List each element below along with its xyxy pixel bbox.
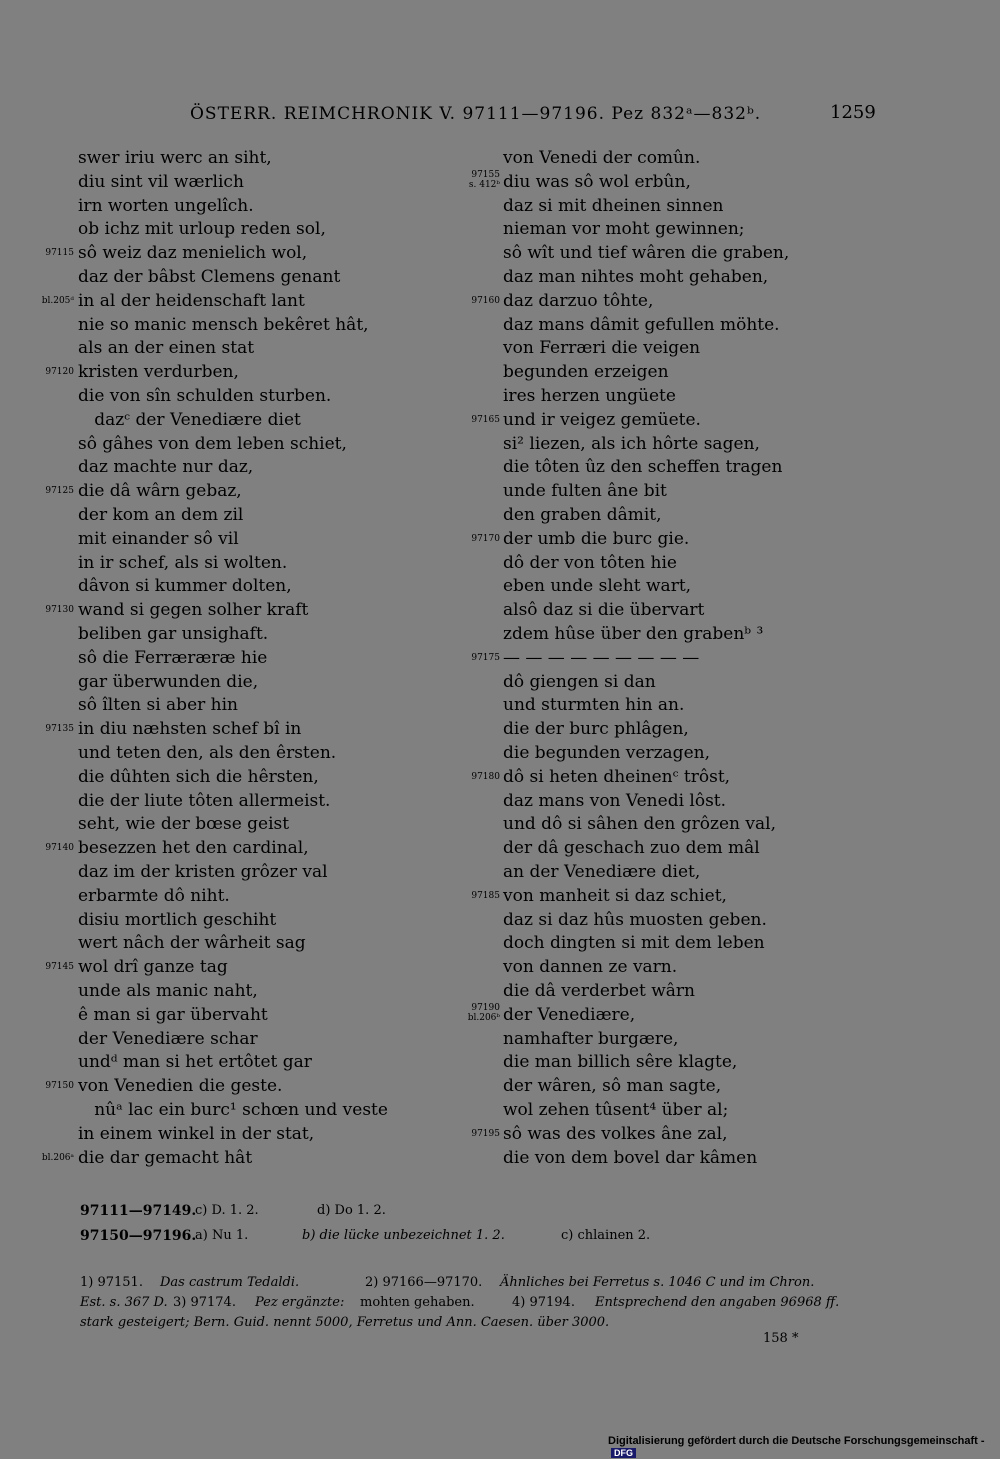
verse-text: zdem hûse über den grabenᵇ ³ [503,624,764,644]
verse-text: sô die Ferræræræ hie [78,647,268,668]
verse-text: doch dingten si mit dem leben [503,933,765,954]
verse-text: der kom an dem zil [78,505,244,525]
verse-line [0,241,440,265]
apparatus-range: 97111—97149. [80,1203,197,1219]
verse-text: die dar gemacht hât [78,1147,253,1168]
line-number [469,170,500,190]
verse-text: und dô si sâhen den grôzen val, [503,814,776,835]
verse-line [440,717,900,741]
footnote-ref: 1) 97151. [80,1275,143,1290]
line-number [471,653,500,663]
verse-text: dâvon si kummer dolten, [78,576,292,597]
verse-line [0,432,440,456]
verse-line [0,955,440,979]
footer-credit [608,1435,1000,1459]
verse-text: alsô daz si die übervart [503,600,705,621]
running-title: ÖSTERR. REIMCHRONIK V. 97111—97196. Pez 832ᵃ—832ᵇ. [190,104,762,124]
line-number [45,248,74,258]
line-number-part: 97190 [471,1002,500,1013]
verse-text: nie so manic mensch bekêret hât, [78,314,369,335]
line-number-part: 97145 [45,962,74,973]
verse-line [0,360,440,384]
verse-text: diu was sô wol erbûn, [503,171,691,192]
verse-line [440,1098,900,1122]
verse-text: die dâ wârn gebaz, [78,481,242,502]
verse-line [440,860,900,884]
verse-line [0,860,440,884]
line-number-part: 97130 [45,605,74,616]
verse-text: daz der bâbst Clemens genant [78,267,341,287]
verse-line [0,646,440,670]
verse-line [0,1074,440,1098]
verse-line [0,479,440,503]
apparatus-line-2 [80,1228,651,1244]
line-number-part: 97180 [471,771,500,782]
verse-text: von manheit si daz schiet, [503,885,727,906]
apparatus-note: a) Nu 1. [195,1228,249,1243]
page-number: 1259 [830,102,876,123]
verse-line [0,1098,440,1122]
verse-line [440,336,900,360]
verse-text: sô weiz daz menielich wol, [78,243,308,264]
line-number [45,962,74,972]
verse-text: namhafter burgære, [503,1028,679,1049]
verse-line [440,265,900,289]
verse-text: irn worten ungelîch. [78,195,254,216]
verse-line [0,551,440,575]
verse-line [0,836,440,860]
verse-line [440,670,900,694]
verse-line [440,241,900,265]
verse-line [0,1003,440,1027]
apparatus-note: c) chlainen 2. [561,1228,651,1243]
verse-text: in al der heidenschaft lant [78,290,305,311]
line-number [42,1153,74,1163]
verse-text: die von sîn schulden sturben. [78,386,332,406]
footnote-ref: 4) 97194. [512,1295,575,1310]
verse-text: der Venediære schar [78,1028,258,1049]
verse-text: die dûhten sich die hêrsten, [78,766,319,787]
verse-text: daz im der kristen grôzer val [78,862,328,882]
verse-line [0,170,440,194]
verse-line [0,408,440,432]
verse-line [0,1027,440,1051]
line-number-part: 97160 [471,295,500,306]
verse-line [440,1074,900,1098]
verse-line [440,289,900,313]
footnote-text: Pez ergänzte: [255,1295,345,1310]
verse-line [440,598,900,622]
verse-line [440,1146,900,1170]
footnote-text: Ähnliches bei Ferretus s. 1046 C und im Chron. [500,1275,815,1290]
verse-line [440,622,900,646]
verse-text: besezzen het den cardinal, [78,838,309,859]
verse-line [440,646,900,670]
verse-line [0,741,440,765]
dfg-logo: DFG [611,1448,636,1458]
verse-text: daz si daz hûs muosten geben. [503,909,767,930]
verse-text: wert nâch der wârheit sag [78,933,306,954]
line-number-part: 97170 [471,533,500,544]
verse-text: in einem winkel in der stat, [78,1123,315,1144]
verse-line [0,693,440,717]
verse-line [440,527,900,551]
verse-text: disiu mortlich geschiht [78,909,277,930]
verse-text: sô wît und tief wâren die graben, [503,243,790,264]
verse-line [440,789,900,813]
verse-line [440,146,900,170]
verse-line [440,194,900,218]
verse-line [0,908,440,932]
verse-text: in ir schef, als si wolten. [78,552,288,573]
verse-text: die man billich sêre klagte, [503,1052,738,1073]
verse-text: unde als manic naht, [78,981,258,1001]
verse-line [440,360,900,384]
line-number [45,1081,74,1091]
verse-text: mit einander sô vil [78,528,239,549]
verse-text: wol drî ganze tag [78,957,228,978]
verse-text: von Venedien die geste. [78,1076,283,1097]
verse-text: die der liute tôten allermeist. [78,790,331,811]
line-number-part: 97120 [45,367,74,378]
footnote-text: mohten gehaben. [360,1295,475,1310]
verse-text: als an der einen stat [78,338,255,359]
verse-line [0,313,440,337]
verse-line [0,884,440,908]
verse-line [0,217,440,241]
verse-line [440,931,900,955]
verse-line [440,503,900,527]
line-number-part: 97165 [471,414,500,425]
verse-line [440,217,900,241]
signature-mark: 158 * [763,1331,799,1346]
verse-text: sô gâhes von dem leben schiet, [78,433,347,454]
verse-text: erbarmte dô niht. [78,885,230,906]
verse-text: und ir veigez gemüete. [503,409,701,430]
verse-text: die von dem bovel dar kâmen [503,1147,758,1168]
verse-text: — — — — — — — — — [503,647,700,668]
verse-line [0,289,440,313]
line-number [45,367,74,377]
verse-text: daz darzuo tôhte, [503,290,654,311]
verse-line [440,812,900,836]
verse-line [440,741,900,765]
verse-line [440,1050,900,1074]
verse-text: in diu næhsten schef bî in [78,719,302,740]
verse-line [440,1003,900,1027]
verse-text: kristen verdurben, [78,362,239,383]
verse-text: die begunden verzagen, [503,743,710,763]
footnote-line-3 [80,1314,609,1332]
verse-text: eben unde sleht wart, [503,576,692,597]
verse-text: den graben dâmit, [503,505,662,525]
line-number-part: bl.206ᵇ [467,1012,500,1023]
verse-line [0,574,440,598]
verse-text: der dâ geschach zuo dem mâl [503,838,760,859]
line-number-part: 97195 [471,1128,500,1139]
verse-line [0,527,440,551]
line-number-part: 97175 [471,652,500,663]
verse-text: der wâren, sô man sagte, [503,1076,722,1097]
line-number [45,843,74,853]
verse-text: beliben gar unsighaft. [78,624,269,644]
footnote-text: Das castrum Tedaldi. [160,1275,300,1290]
verse-line [0,265,440,289]
apparatus-note: d) Do 1. 2. [317,1203,386,1218]
verse-text: an der Venediære diet, [503,862,701,882]
verse-text: wand si gegen solher kraft [78,600,309,621]
footnote-text: stark gesteigert; Bern. Guid. nennt 5000, Ferretus und Ann. Caesen. über 3000. [80,1315,610,1330]
verse-text: diu sint vil wærlich [78,171,244,192]
verse-line [440,408,900,432]
footer-text: Digitalisierung gefördert durch die Deutsche Forschungsgemeinschaft - [608,1435,985,1447]
line-number-part: 97185 [471,890,500,901]
line-number [471,772,500,782]
verse-line [440,313,900,337]
verse-line [440,955,900,979]
apparatus-note: c) D. 1. 2. [195,1203,259,1218]
verse-line [0,455,440,479]
verse-text: ob ichz mit urloup reden sol, [78,219,326,240]
line-number [471,534,500,544]
verse-text: und sturmten hin an. [503,695,685,716]
verse-text: daz machte nur daz, [78,457,254,478]
line-number-part: 97135 [45,724,74,735]
verse-line [0,717,440,741]
apparatus-note: b) die lücke unbezeichnet 1. 2. [302,1228,505,1243]
verse-line [440,1027,900,1051]
verse-line [440,693,900,717]
line-number [45,724,74,734]
verse-text: der Venediære, [503,1004,636,1025]
verse-text: die dâ verderbet wârn [503,981,696,1001]
verse-text: ires herzen ungüete [503,386,676,406]
verse-line [0,194,440,218]
verse-text: daz mans von Venedi lôst. [503,790,727,811]
verse-line [440,432,900,456]
verse-text: ê man si gar übervaht [78,1004,268,1025]
verse-text: die der burc phlâgen, [503,719,689,740]
verse-line [440,836,900,860]
footnote-ref: 2) 97166—97170. [365,1275,483,1290]
verse-line [0,979,440,1003]
verse-line [0,765,440,789]
verse-line [0,931,440,955]
verse-line [440,765,900,789]
line-number [45,486,74,496]
verse-line [0,336,440,360]
verse-line [0,670,440,694]
verse-line [0,146,440,170]
verse-text: sô was des volkes âne zal, [503,1123,728,1144]
verse-text: sô îlten si aber hin [78,695,238,716]
verse-text: und teten den, als den êrsten. [78,743,337,763]
verse-line [0,503,440,527]
verse-text: unde fulten âne bit [503,481,667,502]
footnote-text: Entsprechend den angaben 96968 ff. [595,1295,840,1310]
verse-line [0,598,440,622]
verse-line [440,455,900,479]
verse-line [0,384,440,408]
verse-text: undᵈ man si het ertôtet gar [78,1052,312,1073]
verse-text: von Ferræri die veigen [503,338,701,359]
verse-text: von Venedi der comûn. [503,148,701,168]
verse-text: begunden erzeigen [503,362,669,383]
verse-text: dazᶜ der Venediære diet [78,409,301,430]
line-number-part: 97150 [45,1081,74,1092]
verse-text: von dannen ze varn. [503,957,678,978]
verse-text: gar überwunden die, [78,671,259,692]
verse-text: dô giengen si dan [503,671,656,692]
verse-line [440,574,900,598]
verse-line [440,479,900,503]
line-number [45,605,74,615]
line-number-part: 97155 [471,169,500,180]
line-number [471,891,500,901]
verse-text: nieman vor moht gewinnen; [503,219,745,240]
verse-text: swer iriu werc an siht, [78,148,272,168]
verse-line [0,1050,440,1074]
verse-line [0,1146,440,1170]
line-number [471,1129,500,1139]
verse-line [440,170,900,194]
line-number-part: bl.205ᵈ [41,295,74,306]
line-number [471,296,500,306]
verse-text: wol zehen tûsent⁴ über al; [503,1100,729,1120]
footnote-ref: 3) 97174. [173,1295,236,1310]
verse-line [0,1122,440,1146]
apparatus-range: 97150—97196. [80,1228,197,1244]
line-number [471,415,500,425]
verse-text: dô der von tôten hie [503,552,677,573]
verse-text: seht, wie der bœse geist [78,814,290,835]
line-number [42,296,74,306]
verse-text: dô si heten dheinenᶜ trôst, [503,766,731,787]
verse-line [440,551,900,575]
verse-line [440,384,900,408]
verse-line [0,789,440,813]
line-number-part: bl.206ᵃ [41,1152,74,1163]
verse-line [440,1122,900,1146]
verse-line [440,979,900,1003]
footnote-text: Est. s. 367 D. [80,1295,168,1310]
verse-text: daz man nihtes moht gehaben, [503,267,769,287]
verse-line [0,812,440,836]
line-number [468,1003,500,1023]
verse-line [440,884,900,908]
verse-text: die tôten ûz den scheffen tragen [503,457,783,478]
verse-line [0,622,440,646]
line-number-part: 97125 [45,486,74,497]
verse-text: si² liezen, als ich hôrte sagen, [503,433,760,454]
line-number-part: s. 412ᵇ [468,179,500,190]
verse-text: daz si mit dheinen sinnen [503,195,724,216]
verse-line [440,908,900,932]
verse-text: der umb die burc gie. [503,528,690,549]
verse-text: daz mans dâmit gefullen möhte. [503,314,780,335]
line-number-part: 97140 [45,843,74,854]
line-number-part: 97115 [45,248,74,259]
verse-text: nûᵃ lac ein burc¹ schœn und veste [78,1100,388,1120]
apparatus-line-1 [80,1203,386,1219]
